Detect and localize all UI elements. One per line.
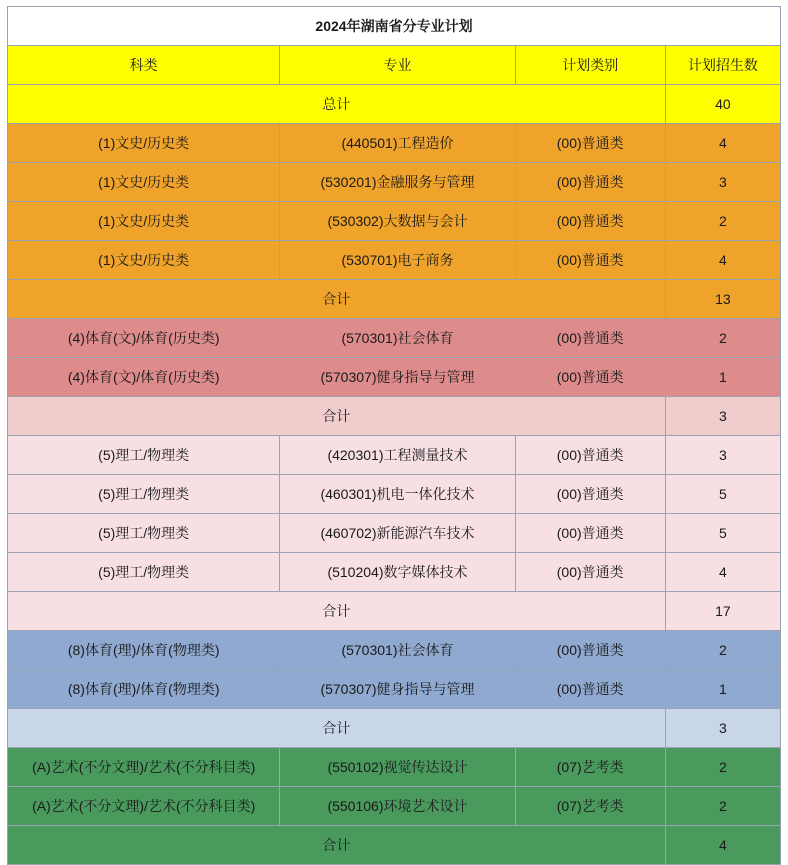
cell-count: 1 [665,358,780,397]
cell-category: (1)文史/历史类 [8,163,280,202]
cell-major: (530302)大数据与会计 [280,202,515,241]
subtotal-row [8,826,781,865]
cell-plan-type: (00)普通类 [515,124,665,163]
cell-plan-type: (00)普通类 [515,241,665,280]
table-row [8,514,781,553]
column-header-major: 专业 [280,46,515,85]
table-row [8,475,781,514]
cell-count: 5 [665,475,780,514]
cell-plan-type: (00)普通类 [515,436,665,475]
subtotal-value: 4 [665,826,780,865]
cell-major: (510204)数字媒体技术 [280,553,515,592]
cell-category: (8)体育(理)/体育(物理类) [8,670,280,709]
cell-plan-type: (00)普通类 [515,358,665,397]
table-row [8,631,781,670]
cell-plan-type: (00)普通类 [515,475,665,514]
table-title-row [8,7,781,46]
cell-major: (570301)社会体育 [280,631,515,670]
cell-plan-type: (00)普通类 [515,514,665,553]
subtotal-label: 合计 [8,826,666,865]
subtotal-row [8,397,781,436]
subtotal-value: 13 [665,280,780,319]
page-title: 2024年湖南省分专业计划 [8,7,781,46]
cell-count: 4 [665,553,780,592]
plan-sheet [0,6,788,865]
cell-category: (1)文史/历史类 [8,202,280,241]
cell-category: (4)体育(文)/体育(历史类) [8,358,280,397]
cell-plan-type: (00)普通类 [515,319,665,358]
cell-count: 2 [665,787,780,826]
table-header-row [8,46,781,85]
cell-major: (530701)电子商务 [280,241,515,280]
cell-major: (460702)新能源汽车技术 [280,514,515,553]
grand-total-value: 40 [665,85,780,124]
subtotal-label: 合计 [8,280,666,319]
cell-major: (570307)健身指导与管理 [280,670,515,709]
cell-category: (5)理工/物理类 [8,475,280,514]
cell-count: 3 [665,436,780,475]
cell-plan-type: (00)普通类 [515,163,665,202]
subtotal-row [8,592,781,631]
subtotal-value: 3 [665,397,780,436]
table-row [8,670,781,709]
cell-category: (1)文史/历史类 [8,124,280,163]
table-row [8,124,781,163]
column-header-plan-type: 计划类别 [515,46,665,85]
cell-count: 2 [665,319,780,358]
table-row [8,748,781,787]
table-row [8,358,781,397]
cell-count: 2 [665,748,780,787]
grand-total-row [8,85,781,124]
cell-count: 4 [665,241,780,280]
cell-category: (4)体育(文)/体育(历史类) [8,319,280,358]
cell-major: (570307)健身指导与管理 [280,358,515,397]
cell-category: (5)理工/物理类 [8,436,280,475]
table-row [8,319,781,358]
cell-plan-type: (07)艺考类 [515,748,665,787]
cell-category: (1)文史/历史类 [8,241,280,280]
cell-category: (5)理工/物理类 [8,514,280,553]
cell-plan-type: (07)艺考类 [515,787,665,826]
cell-major: (460301)机电一体化技术 [280,475,515,514]
cell-category: (5)理工/物理类 [8,553,280,592]
cell-category: (8)体育(理)/体育(物理类) [8,631,280,670]
cell-count: 4 [665,124,780,163]
subtotal-value: 17 [665,592,780,631]
subtotal-label: 合计 [8,709,666,748]
subtotal-label: 合计 [8,592,666,631]
cell-category: (A)艺术(不分文理)/艺术(不分科目类) [8,787,280,826]
table-row [8,202,781,241]
cell-plan-type: (00)普通类 [515,553,665,592]
subtotal-row [8,709,781,748]
column-header-count: 计划招生数 [665,46,780,85]
cell-count: 1 [665,670,780,709]
cell-major: (530201)金融服务与管理 [280,163,515,202]
cell-major: (440501)工程造价 [280,124,515,163]
plan-table [7,6,781,865]
cell-plan-type: (00)普通类 [515,670,665,709]
cell-plan-type: (00)普通类 [515,202,665,241]
table-row [8,241,781,280]
table-row [8,436,781,475]
cell-count: 5 [665,514,780,553]
subtotal-row [8,280,781,319]
cell-plan-type: (00)普通类 [515,631,665,670]
cell-count: 2 [665,202,780,241]
grand-total-label: 总计 [8,85,666,124]
cell-count: 2 [665,631,780,670]
table-row [8,163,781,202]
cell-major: (550102)视觉传达设计 [280,748,515,787]
cell-category: (A)艺术(不分文理)/艺术(不分科目类) [8,748,280,787]
column-header-category: 科类 [8,46,280,85]
cell-count: 3 [665,163,780,202]
table-row [8,553,781,592]
subtotal-value: 3 [665,709,780,748]
plan-table-body [8,7,781,865]
subtotal-label: 合计 [8,397,666,436]
cell-major: (420301)工程测量技术 [280,436,515,475]
table-row [8,787,781,826]
cell-major: (550106)环境艺术设计 [280,787,515,826]
cell-major: (570301)社会体育 [280,319,515,358]
